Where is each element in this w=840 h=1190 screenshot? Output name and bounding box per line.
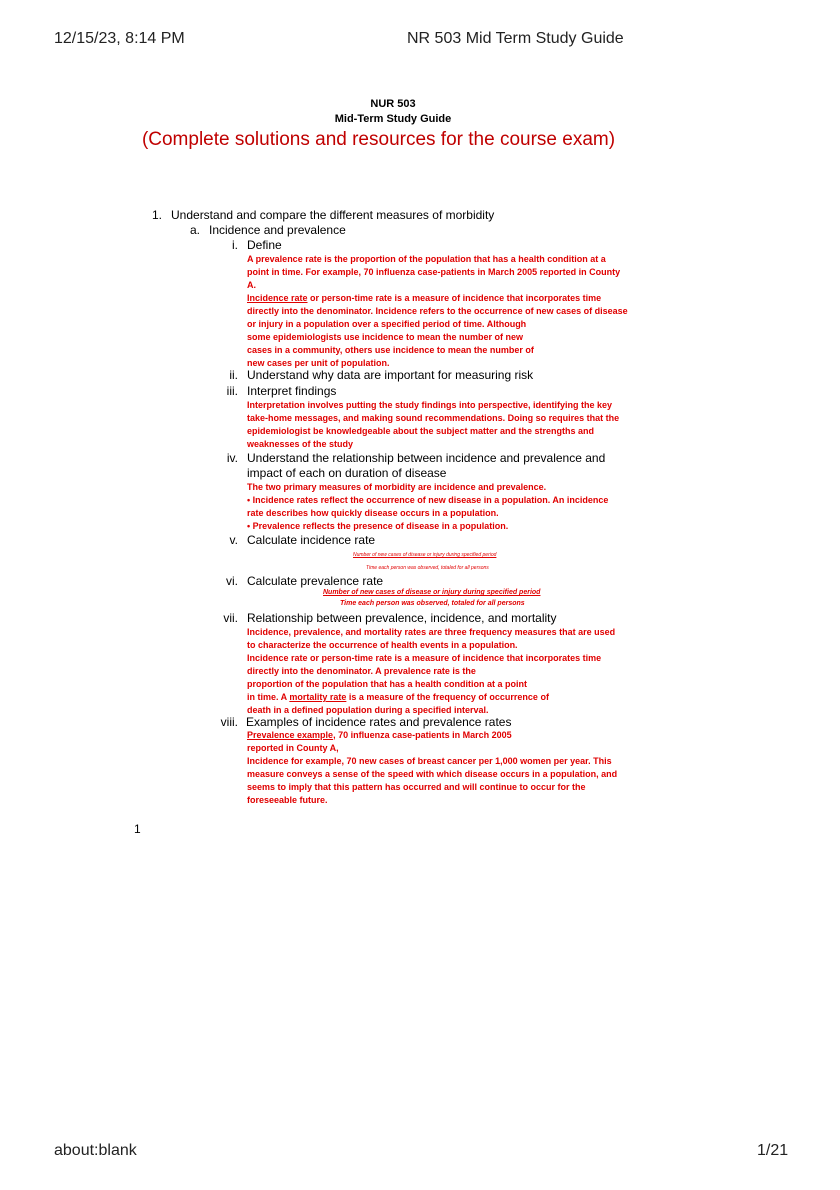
prevalence-formula-denominator: Time each person was observed, totaled for all persons (340, 600, 525, 607)
document-page-number: 1 (134, 822, 141, 836)
roman-vi-number: vi. (226, 574, 238, 588)
course-code: NUR 503 (370, 98, 416, 110)
print-url: about:blank (54, 1142, 137, 1159)
print-title: NR 503 Mid Term Study Guide (407, 30, 624, 47)
roman-ii-number: ii. (229, 368, 238, 382)
mortality-answer: Incidence, prevalence, and mortality rates are three frequency measures that are used to characterize the occurrence of health events in a population. Incidence rate or person-time rate is a measure of incidence that incorporates time directly into the denominator. A prevalence rate is the proportion of the population that has a health condition at a point in time. A mortality rate is a measure of the frequency of occurrence of death in a defined population during a specified interval. (247, 627, 616, 715)
roman-ii-text: Understand why data are important for measuring risk (247, 368, 534, 382)
roman-vii-text: Relationship between prevalence, incidence, and mortality (247, 611, 557, 625)
print-datetime: 12/15/23, 8:14 PM (54, 30, 185, 47)
relationship-answer: The two primary measures of morbidity are incidence and prevalence. • Incidence rates reflect the occurrence of new disease in a population. An incidence rate describes how quickly disease occurs in a population. • Prevalence reflects the presence of disease in a population. (247, 482, 609, 531)
examples-answer: Prevalence example, 70 influenza case-patients in March 2005 reported in County A, Incidence for example, 70 new cases of breast cancer per 1,000 women per year. This measure conveys a sense of the speed with which disease occurs in a population, and seems to imply that this pattern has occurred and will continue to occur for the foreseeable future. (247, 730, 618, 805)
interpret-answer: Interpretation involves putting the study findings into perspective, identifying the key take-home messages, and making sound recommendations. Doing so requires that the epidemiologist be knowledgeable about the subject matter and the strengths and weaknesses of the study (247, 400, 620, 449)
item-a-text: Incidence and prevalence (209, 223, 346, 237)
define-answer: A prevalence rate is the proportion of the population that has a health condition at a point in time. For example, 70 influenza case-patients in March 2005 reported in County A. Incidence rate or person-time rate is a measure of incidence that incorporates time directly into the denominator. Incidence refers to the occurrence of new cases of disease or injury in a population over a specified period of time. Although some epidemiologists use incidence to mean the number of new cases in a community, others use incidence to mean the number of new cases per unit of population. (247, 254, 628, 368)
roman-iii-number: iii. (226, 384, 238, 398)
doc-subtitle: (Complete solutions and resources for the course exam) (141, 129, 616, 150)
incidence-formula-denominator: Time each person was observed, totaled for all persons (366, 565, 489, 571)
item-1-number: 1. (151, 208, 162, 222)
roman-v-text: Calculate incidence rate (247, 533, 376, 547)
prevalence-formula-numerator: Number of new cases of disease or injury during specified period (323, 589, 541, 596)
roman-iv-text-line2: impact of each on duration of disease (247, 466, 447, 480)
incidence-formula-numerator: Number of new cases of disease or injury during specified period (353, 552, 497, 558)
doc-heading: Mid-Term Study Guide (334, 113, 452, 125)
item-a-number: a. (189, 223, 200, 237)
roman-v-number: v. (229, 533, 238, 547)
item-1-text: Understand and compare the different measures of morbidity (171, 208, 495, 222)
roman-viii-text: Examples of incidence rates and prevalence rates (246, 715, 512, 729)
roman-iii-text: Interpret findings (247, 384, 337, 398)
roman-i-number: i. (232, 238, 238, 252)
roman-vii-number: vii. (223, 611, 238, 625)
print-page-count: 1/21 (757, 1142, 789, 1159)
roman-vi-text: Calculate prevalence rate (247, 574, 384, 588)
roman-viii-number: viii. (220, 715, 238, 729)
roman-i-text: Define (247, 238, 282, 252)
roman-iv-number: iv. (226, 451, 238, 465)
roman-iv-text: Understand the relationship between incidence and prevalence and (247, 451, 606, 465)
